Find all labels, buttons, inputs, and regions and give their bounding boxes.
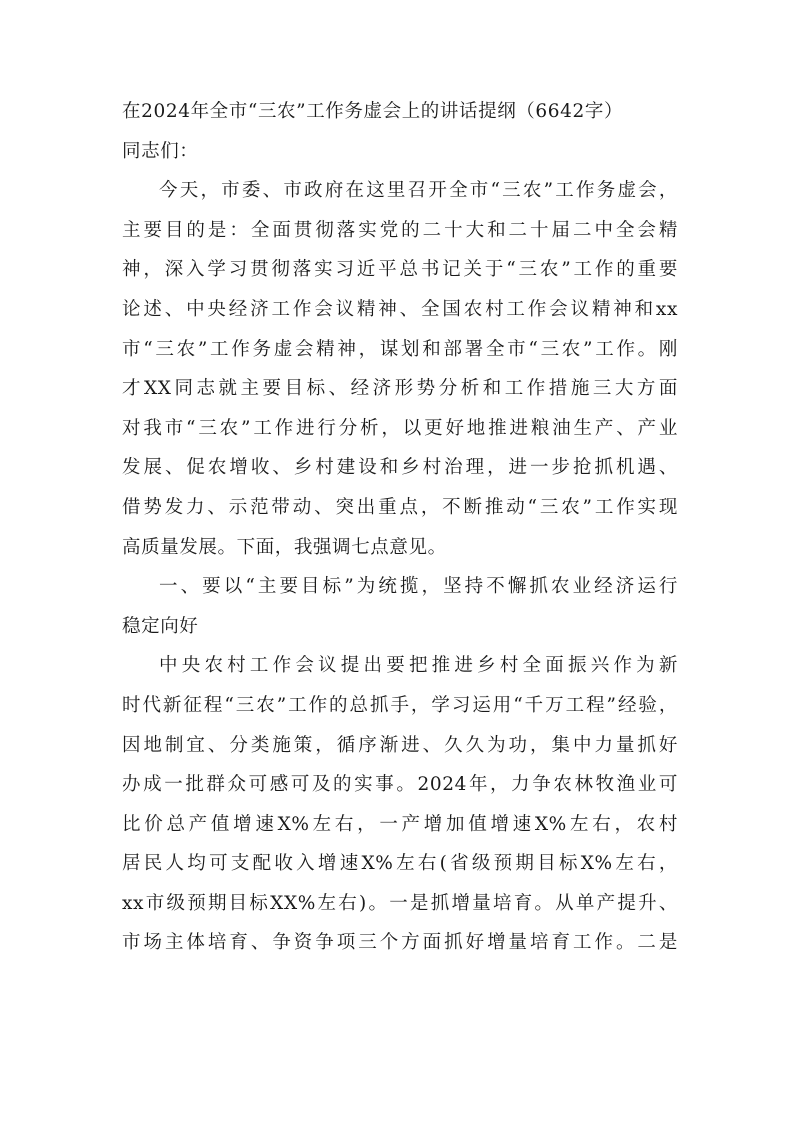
document-body	[122, 92, 678, 963]
paragraph-line: 对我市“三农”工作进行分析，以更好地推进粮油生产、产业	[122, 417, 678, 439]
paragraph-line: 高质量发展。下面，我强调七点意见。	[122, 536, 447, 558]
paragraph-line: 居民人均可支配收入增速X%左右(省级预期目标X%左右，	[122, 853, 678, 875]
paragraph-line: 办成一批群众可感可及的实事。2024年，力争农林牧渔业可	[122, 774, 678, 796]
paragraph-line: 比价总产值增速X%左右，一产增加值增速X%左右，农村	[122, 813, 678, 835]
heading-line: 一、要以“主要目标”为统揽，坚持不懈抓农业经济运行	[159, 576, 678, 598]
paragraph-line: 才XX同志就主要目标、经济形势分析和工作措施三大方面	[122, 378, 678, 400]
paragraph-line: 借势发力、示范带动、突出重点，不断推动“三农”工作实现	[122, 496, 678, 518]
paragraph-line: xx市级预期目标XX%左右)。一是抓增量培育。从单产提升、	[122, 892, 678, 914]
paragraph-line: 论述、中央经济工作会议精神、全国农村工作会议精神和xx	[122, 298, 678, 320]
paragraph-line: 主要目的是：全面贯彻落实党的二十大和二十届二中全会精	[122, 219, 678, 241]
paragraph-line: 市场主体培育、争资争项三个方面抓好增量培育工作。二是	[122, 932, 678, 954]
paragraph-line: 发展、促农增收、乡村建设和乡村治理，进一步抢抓机遇、	[122, 457, 678, 479]
paragraph-line: 时代新征程“三农”工作的总抓手，学习运用“千万工程”经验，	[122, 694, 678, 716]
paragraph-line: 市“三农”工作务虚会精神，谋划和部署全市“三农”工作。刚	[122, 338, 678, 360]
document-title: 在2024年全市“三农”工作务虚会上的讲话提纲（6642字）	[122, 101, 624, 122]
paragraph-section-1	[122, 646, 678, 963]
paragraph-line: 神，深入学习贯彻落实习近平总书记关于“三农”工作的重要	[122, 259, 678, 281]
paragraph-line: 因地制宜、分类施策，循序渐进、久久为功，集中力量抓好	[122, 734, 678, 756]
heading-line: 稳定向好	[122, 615, 199, 637]
paragraph-line: 中央农村工作会议提出要把推进乡村全面振兴作为新	[159, 655, 678, 677]
section-heading-1	[122, 567, 678, 646]
paragraph-line: 今天，市委、市政府在这里召开全市“三农”工作务虚会，	[159, 180, 678, 202]
salutation: 同志们：	[122, 140, 199, 162]
paragraph-intro	[122, 171, 678, 567]
